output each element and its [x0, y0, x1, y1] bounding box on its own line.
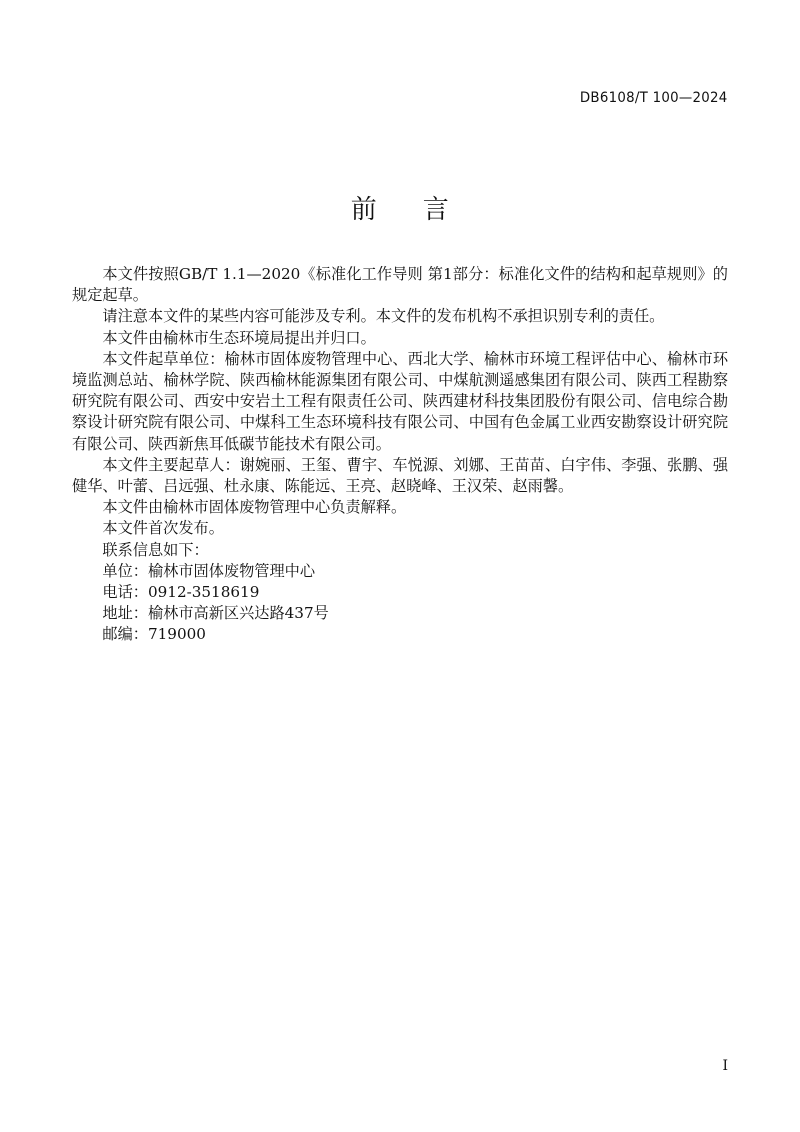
contact-postcode: 邮编：719000	[102, 625, 206, 644]
paragraph-main-drafters: 本文件主要起草人：谢婉丽、王玺、曹宇、车悦源、刘娜、王苗苗、白宇伟、李强、张鹏、强健华、叶蕾、吕远强、杜永康、陈能远、王亮、赵晓峰、王汉荣、赵雨馨。	[72, 455, 728, 496]
paragraph-contact-heading: 联系信息如下：	[102, 540, 209, 559]
running-footer	[72, 1058, 728, 1074]
title-char-foreword-2: 言	[422, 195, 450, 226]
running-header	[72, 90, 728, 112]
paragraph-proposing-body: 本文件由榆林市生态环境局提出并归口。	[102, 328, 376, 347]
foreword-body	[72, 264, 728, 646]
standard-number: DB6108/T 100—2024	[580, 90, 728, 106]
paragraph-interpretation: 本文件由榆林市固体废物管理中心负责解释。	[102, 498, 407, 517]
paragraph-scope-basis: 本文件按照GB/T 1.1—2020《标准化工作导则 第1部分：标准化文件的结构和起草规则》的规定起草。	[72, 265, 728, 305]
page-number: I	[722, 1058, 728, 1074]
paragraph-first-publication: 本文件首次发布。	[102, 519, 224, 538]
paragraph-patent-notice: 请注意本文件的某些内容可能涉及专利。本文件的发布机构不承担识别专利的责任。	[102, 307, 665, 326]
title-char-foreword-1: 前	[350, 195, 378, 226]
page-title	[0, 189, 800, 226]
contact-address: 地址：榆林市高新区兴达路437号	[102, 604, 329, 623]
paragraph-drafting-units: 本文件起草单位：榆林市固体废物管理中心、西北大学、榆林市环境工程评估中心、榆林市环境监测总站、榆林学院、陕西榆林能源集团有限公司、中煤航测遥感集团有限公司、陕西工程勘察研究院有限公司、西安中安岩土工程有限责任公司、陕西建材科技集团股份有限公司、信电综合勘察设计研究院有限公司、中煤科工生态环境科技有限公司、中国有色金属工业西安勘察设计研究院有限公司、陕西新焦耳低碳节能技术有限公司。	[72, 349, 728, 453]
contact-unit: 单位：榆林市固体废物管理中心	[102, 561, 316, 580]
contact-phone: 电话：0912-3518619	[102, 583, 260, 602]
